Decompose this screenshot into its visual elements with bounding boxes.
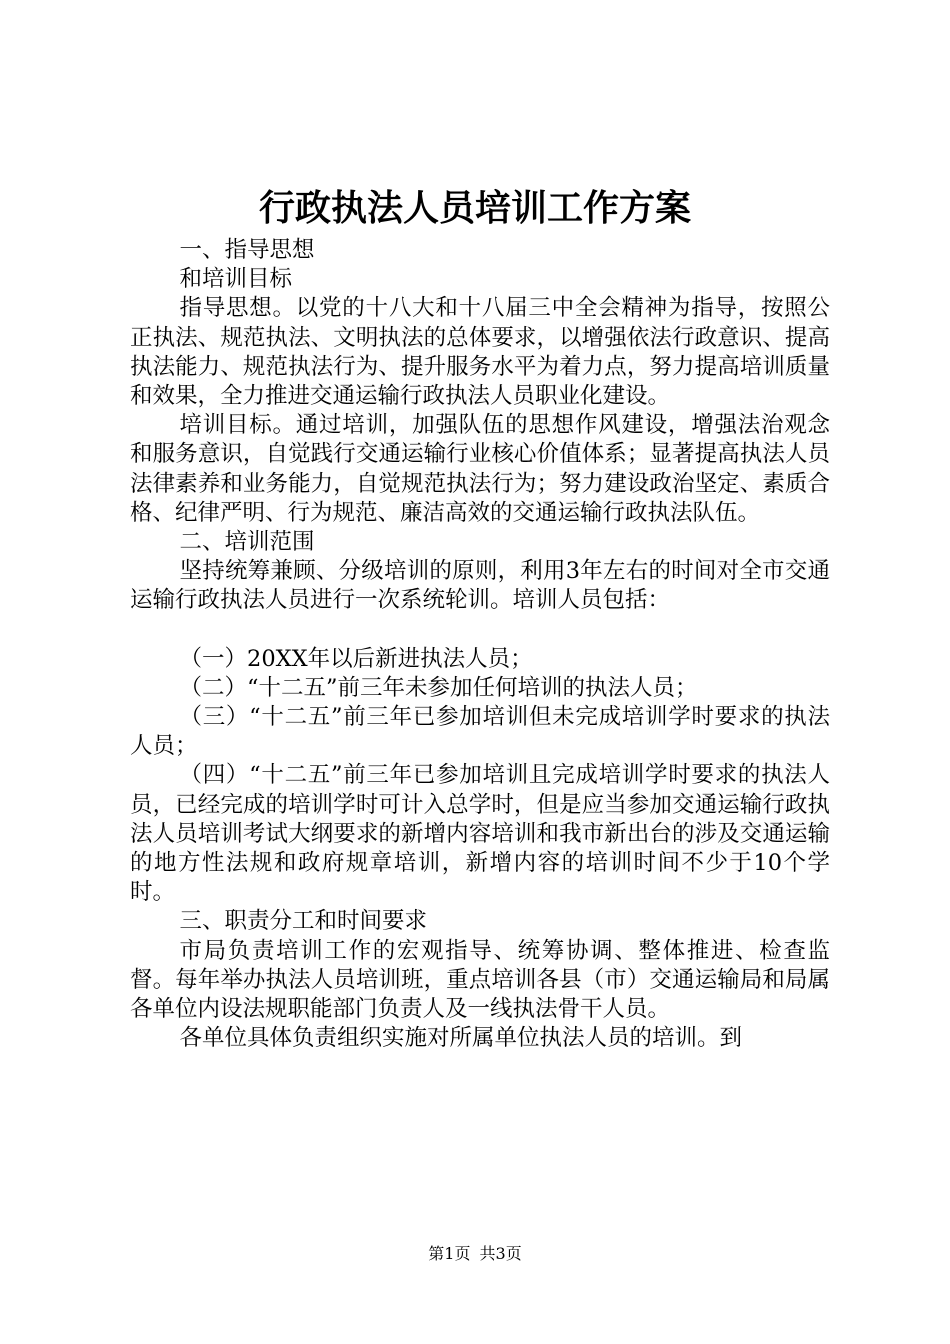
page-number: 第1页 [428,1244,471,1263]
paragraph-training-goal: 培训目标。通过培训，加强队伍的思想作风建设，增强法治观念和服务意识，自觉践行交通运输行业核心价值体系；显著提高执法人员法律素养和业务能力，自觉规范执法行为；努力建设政治坚定、素质合格、纪律严明、行为规范、廉洁高效的交通运输行政执法队伍。 [130,412,830,526]
list-item-4: （四）“十二五”前三年已参加培训且完成培训学时要求的执法人员，已经完成的培训学时可计入总学时，但是应当参加交通运输行政执法人员培训考试大纲要求的新增内容培训和我市新出台的涉及交通运输的地方性法规和政府规章培训，新增内容的培训时间不少于10个学时。 [130,762,830,906]
blank-line [130,616,830,645]
list-item-1: （一）20XX年以后新进执法人员； [179,645,533,672]
list-item-3: （三）“十二五”前三年已参加培训但未完成培训学时要求的执法人员； [130,704,830,760]
paragraph-training-scope: 坚持统筹兼顾、分级培训的原则，利用3年左右的时间对全市交通运输行政执法人员进行一次系统轮训。培训人员包括： [130,558,830,614]
list-item-2: （二）“十二五”前三年未参加任何培训的执法人员； [179,674,698,701]
document-body [130,236,830,1053]
heading-guiding-thought: 一、指导思想 [179,237,315,263]
page-total: 共3页 [479,1244,522,1263]
heading-training-scope: 二、培训范围 [179,529,315,556]
page-footer [0,1243,950,1265]
heading-training-goal: 和培训目标 [179,266,293,293]
paragraph-guiding-thought: 指导思想。以党的十八大和十八届三中全会精神为指导，按照公正执法、规范执法、文明执法的总体要求，以增强依法行政意识、提高执法能力、规范执法行为、提升服务水平为着力点，努力提高培训质量和效果，全力推进交通运输行政执法人员职业化建设。 [130,295,830,410]
paragraph-units: 各单位具体负责组织实施对所属单位执法人员的培训。到 [179,1025,743,1052]
heading-duties: 三、职责分工和时间要求 [179,908,428,935]
paragraph-city-bureau: 市局负责培训工作的宏观指导、统筹协调、整体推进、检查监督。每年举办执法人员培训班，重点培训各县（市）交通运输局和局属各单位内设法规职能部门负责人及一线执法骨干人员。 [130,937,830,1023]
document-title: 行政执法人员培训工作方案 [258,187,691,229]
